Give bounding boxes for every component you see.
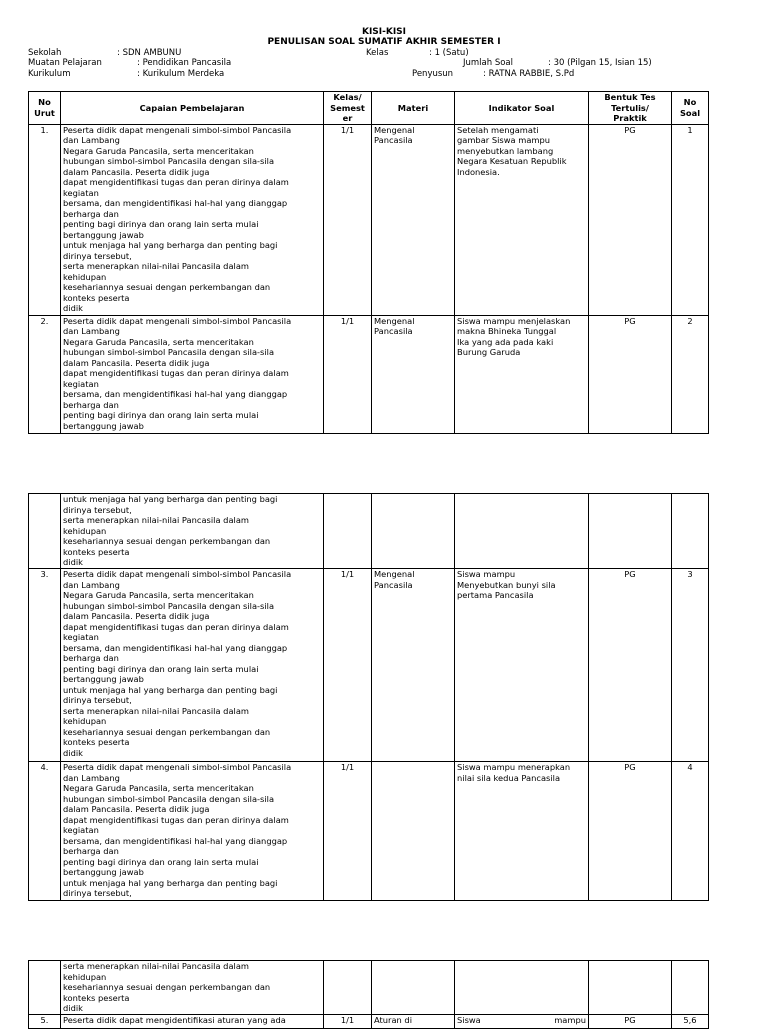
- table-row: [29, 1014, 709, 1028]
- capaian-cell: Peserta didik dapat mengenali simbol-simbol Pancasila dan Lambang Negara Garuda Pancasila, serta menceritakan hubungan simbol-simbol Pancasila dengan sila-sila dalam Pancasila. Peserta didik juga dapat mengidentifikasi tugas dan peran dirinya dalam kegiatan bersama, dan mengidentifikasi hal-hal yang dianggap berharga dan penting bagi dirinya dan orang lain serta mulai bertanggung jawab untuk menjaga hal yang berharga dan penting bagi dirinya tersebut, serta menerapkan nilai-nilai Pancasila dalam kehidupan kesehariannya sesuai dengan perkembangan dan konteks peserta didik: [61, 124, 324, 315]
- indikator-word-1: Siswa: [457, 1014, 481, 1025]
- materi-cell: Mengenal Pancasila: [372, 315, 455, 433]
- table-row-continued: [29, 494, 709, 569]
- col-no-urut: No Urut: [29, 92, 61, 125]
- row-number: 5.: [29, 1014, 61, 1028]
- muatan-label: Muatan Pelajaran: [28, 58, 102, 68]
- table-row: [29, 315, 709, 433]
- no-soal-cell: 3: [672, 569, 709, 762]
- table-row-continued: [29, 961, 709, 1015]
- kelas-cell: 1/1: [324, 1014, 372, 1028]
- no-soal-cell: 1: [672, 124, 709, 315]
- empty-cell: [324, 494, 372, 569]
- empty-cell: [29, 961, 61, 1015]
- no-soal-cell: 4: [672, 762, 709, 901]
- materi-cell: Mengenal Pancasila: [372, 569, 455, 762]
- materi-cell: [372, 762, 455, 901]
- sekolah-value: : SDN AMBUNU: [117, 48, 182, 58]
- bentuk-cell: PG: [589, 762, 672, 901]
- kisi-kisi-table-page-1: [28, 91, 709, 434]
- empty-cell: [372, 961, 455, 1015]
- kurikulum-label: Kurikulum: [28, 69, 71, 79]
- document-title: KISI-KISI: [361, 27, 407, 37]
- sekolah-label: Sekolah: [28, 48, 62, 58]
- bentuk-cell: PG: [589, 124, 672, 315]
- kelas-cell: 1/1: [324, 569, 372, 762]
- empty-cell: [455, 961, 589, 1015]
- kelas-cell: 1/1: [324, 124, 372, 315]
- kurikulum-value: : Kurikulum Merdeka: [137, 69, 225, 79]
- row-number: 2.: [29, 315, 61, 433]
- table-header-row: [29, 92, 709, 125]
- jumlah-soal-label: Jumlah Soal: [463, 58, 513, 68]
- capaian-cell: untuk menjaga hal yang berharga dan penting bagi dirinya tersebut, serta menerapkan nilai-nilai Pancasila dalam kehidupan kesehariannya sesuai dengan perkembangan dan konteks peserta didik: [61, 494, 324, 569]
- row-number: 4.: [29, 762, 61, 901]
- bentuk-cell: PG: [589, 315, 672, 433]
- row-number: 3.: [29, 569, 61, 762]
- empty-cell: [672, 961, 709, 1015]
- capaian-cell: Peserta didik dapat mengenali simbol-simbol Pancasila dan Lambang Negara Garuda Pancasila, serta menceritakan hubungan simbol-simbol Pancasila dengan sila-sila dalam Pancasila. Peserta didik juga dapat mengidentifikasi tugas dan peran dirinya dalam kegiatan bersama, dan mengidentifikasi hal-hal yang dianggap berharga dan penting bagi dirinya dan orang lain serta mulai bertanggung jawab: [61, 315, 324, 433]
- kisi-kisi-table-page-3: [28, 960, 709, 1029]
- empty-cell: [324, 961, 372, 1015]
- no-soal-cell: 5,6: [672, 1014, 709, 1028]
- col-materi: Materi: [372, 92, 455, 125]
- penyusun-label: Penyusun: [412, 69, 454, 79]
- indikator-word-2: mampu: [554, 1014, 586, 1025]
- materi-cell: Mengenal Pancasila: [372, 124, 455, 315]
- empty-cell: [29, 494, 61, 569]
- col-indikator-soal: Indikator Soal: [455, 92, 589, 125]
- capaian-cell: Peserta didik dapat mengenali simbol-simbol Pancasila dan Lambang Negara Garuda Pancasila, serta menceritakan hubungan simbol-simbol Pancasila dengan sila-sila dalam Pancasila. Peserta didik juga dapat mengidentifikasi tugas dan peran dirinya dalam kegiatan bersama, dan mengidentifikasi hal-hal yang dianggap berharga dan penting bagi dirinya dan orang lain serta mulai bertanggung jawab untuk menjaga hal yang berharga dan penting bagi dirinya tersebut, serta menerapkan nilai-nilai Pancasila dalam kehidupan kesehariannya sesuai dengan perkembangan dan konteks peserta didik: [61, 569, 324, 762]
- indikator-cell: [455, 1014, 589, 1028]
- kelas-cell: 1/1: [324, 762, 372, 901]
- col-capaian-pembelajaran: Capaian Pembelajaran: [61, 92, 324, 125]
- indikator-cell: Siswa mampu menerapkan nilai sila kedua Pancasila: [455, 762, 589, 901]
- table-row: [29, 124, 709, 315]
- capaian-cell: Peserta didik dapat mengenali simbol-simbol Pancasila dan Lambang Negara Garuda Pancasila, serta menceritakan hubungan simbol-simbol Pancasila dengan sila-sila dalam Pancasila. Peserta didik juga dapat mengidentifikasi tugas dan peran dirinya dalam kegiatan bersama, dan mengidentifikasi hal-hal yang dianggap berharga dan penting bagi dirinya dan orang lain serta mulai bertanggung jawab untuk menjaga hal yang berharga dan penting bagi dirinya tersebut,: [61, 762, 324, 901]
- jumlah-soal-value: : 30 (Pilgan 15, Isian 15): [548, 58, 652, 68]
- table-row: [29, 762, 709, 901]
- bentuk-cell: PG: [589, 1014, 672, 1028]
- materi-cell: Aturan di: [372, 1014, 455, 1028]
- indikator-cell: Setelah mengamati gambar Siswa mampu menyebutkan lambang Negara Kesatuan Republik Indonesia.: [455, 124, 589, 315]
- row-number: 1.: [29, 124, 61, 315]
- table-row: [29, 569, 709, 762]
- col-no-soal: No Soal: [672, 92, 709, 125]
- kisi-kisi-table-page-2: [28, 493, 709, 901]
- indikator-cell: Siswa mampu menjelaskan makna Bhineka Tunggal Ika yang ada pada kaki Burung Garuda: [455, 315, 589, 433]
- empty-cell: [589, 961, 672, 1015]
- kelas-value: : 1 (Satu): [429, 48, 469, 58]
- empty-cell: [455, 494, 589, 569]
- col-bentuk-tes: Bentuk Tes Tertulis/ Praktik: [589, 92, 672, 125]
- document-subtitle: PENULISAN SOAL SUMATIF AKHIR SEMESTER I: [267, 37, 501, 47]
- empty-cell: [372, 494, 455, 569]
- muatan-value: : Pendidikan Pancasila: [137, 58, 232, 68]
- empty-cell: [672, 494, 709, 569]
- capaian-cell: Peserta didik dapat mengidentifikasi aturan yang ada: [61, 1014, 324, 1028]
- empty-cell: [589, 494, 672, 569]
- penyusun-value: : RATNA RABBIE, S.Pd: [483, 69, 575, 79]
- no-soal-cell: 2: [672, 315, 709, 433]
- bentuk-cell: PG: [589, 569, 672, 762]
- kelas-label: Kelas: [366, 48, 389, 58]
- col-kelas-semester: Kelas/ Semest er: [324, 92, 372, 125]
- indikator-cell: Siswa mampu Menyebutkan bunyi sila pertama Pancasila: [455, 569, 589, 762]
- capaian-cell: serta menerapkan nilai-nilai Pancasila dalam kehidupan kesehariannya sesuai dengan perkembangan dan konteks peserta didik: [61, 961, 324, 1015]
- kelas-cell: 1/1: [324, 315, 372, 433]
